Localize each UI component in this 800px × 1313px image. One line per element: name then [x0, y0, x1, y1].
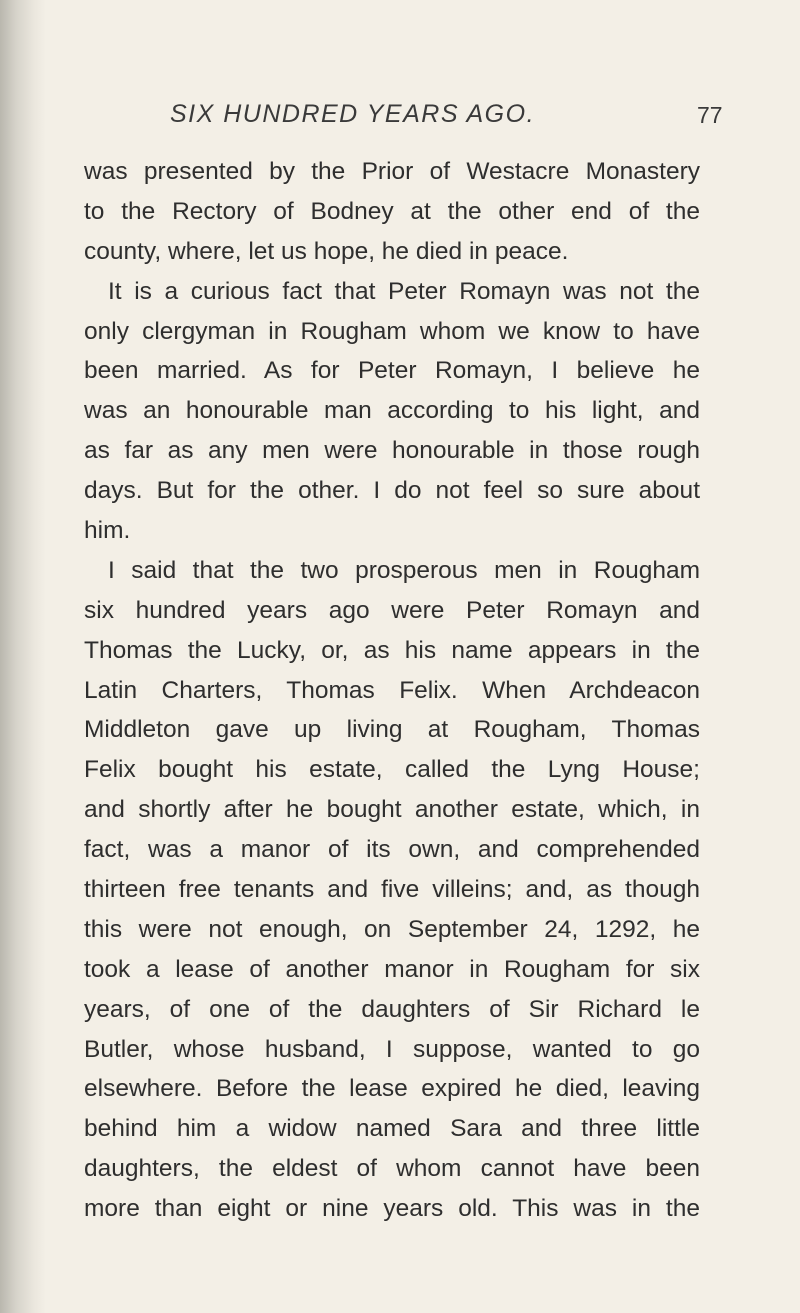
text-line: daughters, the eldest of whom cannot have been	[84, 1155, 700, 1183]
text-line: six hundred years ago were Peter Romayn and	[84, 596, 700, 624]
text-line: behind him a widow named Sara and three little	[84, 1115, 700, 1143]
text-line: more than eight or nine years old. This was in the	[84, 1195, 700, 1223]
text-line: only clergyman in Rougham whom we know to have	[84, 317, 700, 345]
text-line: Thomas the Lucky, or, as his name appears in the	[84, 636, 700, 664]
text-line: county, where, let us hope, he died in peace.	[84, 237, 569, 265]
running-head-title: SIX HUNDRED YEARS AGO.	[170, 100, 536, 128]
text-line: years, of one of the daughters of Sir Richard le	[84, 995, 700, 1023]
text-line: Butler, whose husband, I suppose, wanted to go	[84, 1035, 700, 1063]
text-line: I said that the two prosperous men in Rougham	[108, 556, 700, 584]
text-line: was presented by the Prior of Westacre Monastery	[84, 158, 700, 185]
text-line: been married. As for Peter Romayn, I believe he	[84, 357, 700, 385]
text-line: took a lease of another manor in Rougham for six	[84, 955, 700, 983]
text-line: him.	[84, 517, 131, 545]
text-line: this were not enough, on September 24, 1292, he	[84, 915, 700, 943]
text-line: to the Rectory of Bodney at the other end of the	[84, 197, 700, 225]
text-line: elsewhere. Before the lease expired he died, leaving	[84, 1075, 700, 1103]
body-text	[84, 152, 700, 1229]
text-line: Latin Charters, Thomas Felix. When Archdeacon	[84, 676, 700, 704]
text-line: fact, was a manor of its own, and comprehended	[84, 836, 700, 864]
text-line: It is a curious fact that Peter Romayn was not the	[108, 277, 700, 305]
page-number: 77	[697, 102, 723, 128]
text-line: thirteen free tenants and five villeins; and, as though	[84, 876, 700, 904]
text-line: Middleton gave up living at Rougham, Thomas	[84, 716, 700, 744]
text-line: was an honourable man according to his light, and	[84, 397, 700, 425]
text-line: Felix bought his estate, called the Lyng House;	[84, 756, 700, 784]
text-line: as far as any men were honourable in those rough	[84, 437, 700, 465]
text-line: days. But for the other. I do not feel so sure about	[84, 477, 700, 505]
text-line: and shortly after he bought another estate, which, in	[84, 796, 700, 824]
